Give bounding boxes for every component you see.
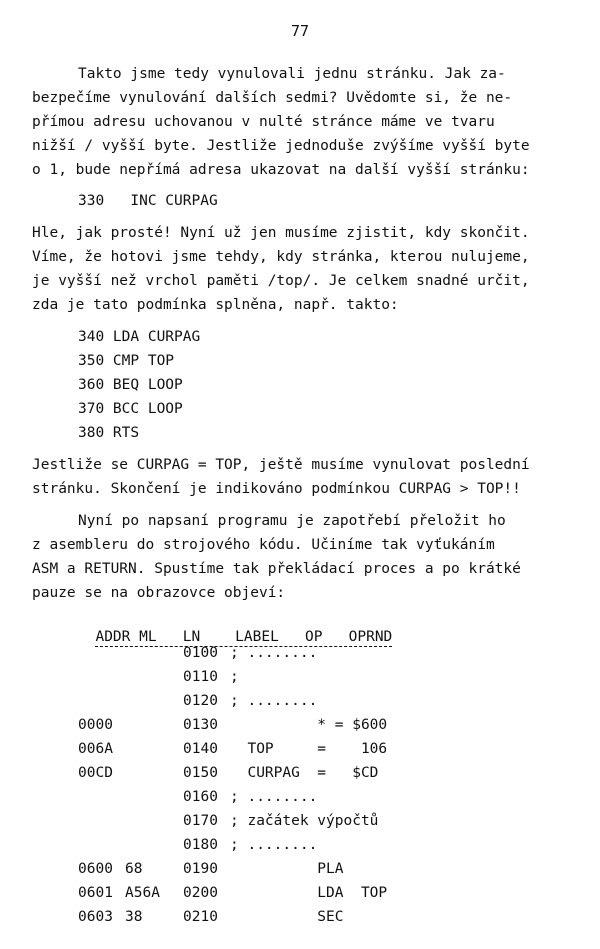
- text-line: Nyní po napsaní programu je zapotřebí přeložit ho: [78, 513, 506, 529]
- text-line: Jestliže se CURPAG = TOP, ještě musíme vynulovat poslední: [32, 457, 530, 473]
- table-header-text: ADDR ML LN LABEL OP OPRND: [95, 629, 393, 645]
- table-cell-addr: 0601: [78, 885, 113, 901]
- table-cell-ln: 0210: [183, 909, 218, 925]
- table-cell-ln: 0130: [183, 717, 218, 733]
- table-cell-rest: CURPAG = $CD: [230, 765, 379, 781]
- table-cell-ml: 68: [125, 861, 143, 877]
- table-cell-rest: SEC: [230, 909, 344, 925]
- table-cell-ln: 0100: [183, 645, 218, 661]
- table-cell-addr: 0603: [78, 909, 113, 925]
- table-cell-ln: 0120: [183, 693, 218, 709]
- text-line: přímou adresu uchovanou v nulté stránce máme ve tvaru: [32, 114, 495, 130]
- table-cell-rest: TOP = 106: [230, 741, 388, 757]
- code-line: 330 INC CURPAG: [78, 193, 218, 209]
- table-cell-rest: ;: [230, 669, 239, 685]
- text-line: Hle, jak prosté! Nyní už jen musíme zjistit, kdy skončit.: [32, 225, 530, 241]
- page-number: 77: [290, 22, 310, 40]
- code-line: 360 BEQ LOOP: [78, 377, 183, 393]
- text-line: z asembleru do strojového kódu. Učiníme tak vyťukáním: [32, 537, 495, 553]
- table-cell-ml: A56A: [125, 885, 160, 901]
- table-cell-rest: ; ........: [230, 837, 318, 853]
- table-cell-ml: 38: [125, 909, 143, 925]
- table-cell-rest: LDA TOP: [230, 885, 388, 901]
- code-line: 340 LDA CURPAG: [78, 329, 201, 345]
- table-cell-rest: ; ........: [230, 789, 318, 805]
- text-line: o 1, bude nepřímá adresa ukazovat na další vyšší stránku:: [32, 162, 530, 178]
- table-cell-ln: 0160: [183, 789, 218, 805]
- text-line: nižší / vyšší byte. Jestliže jednoduše zvýšíme vyšší byte: [32, 138, 530, 154]
- table-cell-rest: ; začátek výpočtů: [230, 813, 379, 829]
- table-cell-ln: 0110: [183, 669, 218, 685]
- table-cell-rest: PLA: [230, 861, 344, 877]
- table-cell-rest: ; ........: [230, 645, 318, 661]
- table-cell-addr: 0000: [78, 717, 113, 733]
- table-header: [78, 613, 392, 645]
- code-line: 350 CMP TOP: [78, 353, 175, 369]
- table-cell-addr: 00CD: [78, 765, 113, 781]
- text-line: stránku. Skončení je indikováno podmínkou CURPAG > TOP!!: [32, 481, 521, 497]
- table-cell-addr: 0600: [78, 861, 113, 877]
- text-line: pauze se na obrazovce objeví:: [32, 585, 286, 601]
- text-line: zda je tato podmínka splněna, např. takto:: [32, 297, 399, 313]
- table-cell-ln: 0140: [183, 741, 218, 757]
- text-line: je vyšší než vrchol paměti /top/. Je celkem snadné určit,: [32, 273, 530, 289]
- table-cell-rest: * = $600: [230, 717, 388, 733]
- table-cell-ln: 0150: [183, 765, 218, 781]
- code-line: 380 RTS: [78, 425, 140, 441]
- table-cell-ln: 0170: [183, 813, 218, 829]
- table-cell-ln: 0180: [183, 837, 218, 853]
- text-line: Takto jsme tedy vynulovali jednu stránku. Jak za-: [78, 66, 506, 82]
- code-line: 370 BCC LOOP: [78, 401, 183, 417]
- table-cell-rest: ; ........: [230, 693, 318, 709]
- text-line: bezpečíme vynulování dalších sedmi? Uvědomte si, že ne-: [32, 90, 513, 106]
- text-line: Víme, že hotovi jsme tehdy, kdy stránka, kterou nulujeme,: [32, 249, 530, 265]
- table-cell-ln: 0190: [183, 861, 218, 877]
- table-cell-ln: 0200: [183, 885, 218, 901]
- table-cell-addr: 006A: [78, 741, 113, 757]
- text-line: ASM a RETURN. Spustíme tak překládací proces a po krátké: [32, 561, 521, 577]
